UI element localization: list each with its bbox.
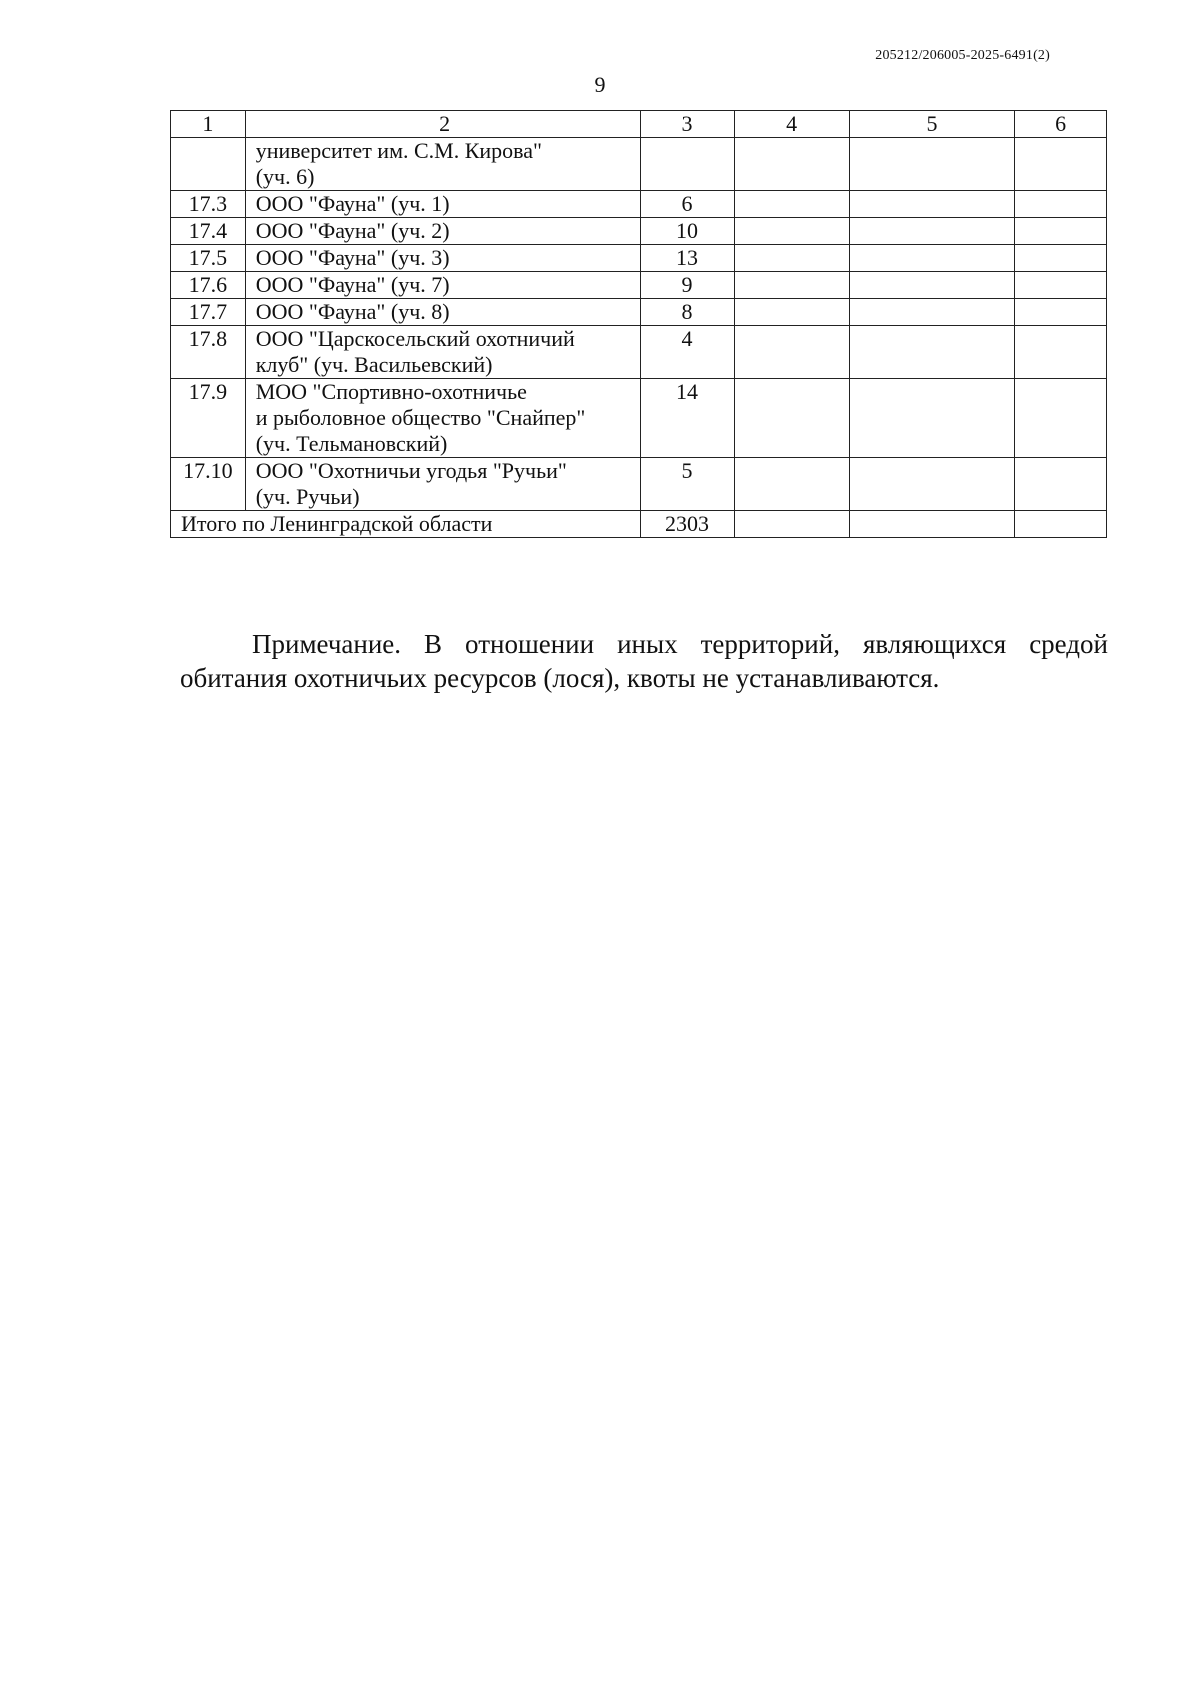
total-label: Итого по Ленинградской области xyxy=(171,511,641,538)
empty-cell xyxy=(734,326,849,379)
quota-value: 8 xyxy=(640,299,734,326)
empty-cell xyxy=(849,299,1014,326)
name-line: ООО "Царскосельский охотничий xyxy=(255,326,575,351)
quota-value xyxy=(640,138,734,191)
table-row xyxy=(171,138,1107,191)
empty-cell xyxy=(1015,272,1107,299)
page-number: 9 xyxy=(594,72,606,97)
row-number: 17.3 xyxy=(171,191,246,218)
total-row xyxy=(171,511,1107,538)
quota-value: 13 xyxy=(640,245,734,272)
empty-cell xyxy=(1015,138,1107,191)
name-line: (уч. 6) xyxy=(255,164,315,189)
quota-table xyxy=(170,110,1107,538)
empty-cell xyxy=(1015,379,1107,458)
quota-value: 10 xyxy=(640,218,734,245)
empty-cell xyxy=(734,511,849,538)
note-paragraph: Примечание. В отношении иных территорий, являющихся средой обитания охотничьих ресурсов (лося), квоты не устанавливаются. xyxy=(180,629,1108,693)
quota-value: 6 xyxy=(640,191,734,218)
table-header-row xyxy=(171,111,1107,138)
hunting-ground-name xyxy=(245,299,640,326)
hunting-ground-name xyxy=(245,458,640,511)
name-line: ООО "Фауна" (уч. 8) xyxy=(255,299,450,324)
empty-cell xyxy=(1015,458,1107,511)
table-row xyxy=(171,458,1107,511)
empty-cell xyxy=(1015,245,1107,272)
name-line: и рыболовное общество "Снайпер" xyxy=(255,405,586,430)
hunting-ground-name xyxy=(245,138,640,191)
quota-value: 4 xyxy=(640,326,734,379)
hunting-ground-name xyxy=(245,326,640,379)
name-line: ООО "Охотничьи угодья "Ручьи" xyxy=(255,458,567,483)
name-line: ООО "Фауна" (уч. 2) xyxy=(255,218,450,243)
empty-cell xyxy=(849,138,1014,191)
empty-cell xyxy=(849,245,1014,272)
empty-cell xyxy=(849,218,1014,245)
row-number: 17.4 xyxy=(171,218,246,245)
column-header: 3 xyxy=(640,111,734,138)
row-number: 17.8 xyxy=(171,326,246,379)
empty-cell xyxy=(849,458,1014,511)
empty-cell xyxy=(1015,218,1107,245)
row-number: 17.6 xyxy=(171,272,246,299)
table-row xyxy=(171,218,1107,245)
column-header: 6 xyxy=(1015,111,1107,138)
empty-cell xyxy=(734,218,849,245)
row-number xyxy=(171,138,246,191)
quota-value: 9 xyxy=(640,272,734,299)
row-number: 17.9 xyxy=(171,379,246,458)
name-line: клуб" (уч. Васильевский) xyxy=(255,352,493,377)
name-line: (уч. Тельмановский) xyxy=(255,431,448,456)
name-line: ООО "Фауна" (уч. 1) xyxy=(255,191,450,216)
name-line: ООО "Фауна" (уч. 7) xyxy=(255,272,450,297)
row-number: 17.10 xyxy=(171,458,246,511)
table-row xyxy=(171,245,1107,272)
empty-cell xyxy=(849,191,1014,218)
row-number: 17.7 xyxy=(171,299,246,326)
column-header: 1 xyxy=(171,111,246,138)
name-line: МОО "Спортивно-охотничье xyxy=(255,379,527,404)
table-row xyxy=(171,299,1107,326)
table-row xyxy=(171,379,1107,458)
table-row xyxy=(171,326,1107,379)
name-line: университет им. С.М. Кирова" xyxy=(255,138,543,163)
empty-cell xyxy=(1015,326,1107,379)
hunting-ground-name xyxy=(245,272,640,299)
name-line: (уч. Ручьи) xyxy=(255,484,360,509)
empty-cell xyxy=(1015,299,1107,326)
hunting-ground-name xyxy=(245,245,640,272)
empty-cell xyxy=(734,138,849,191)
hunting-ground-name xyxy=(245,379,640,458)
empty-cell xyxy=(1015,511,1107,538)
empty-cell xyxy=(734,272,849,299)
empty-cell xyxy=(849,379,1014,458)
name-line: ООО "Фауна" (уч. 3) xyxy=(255,245,450,270)
empty-cell xyxy=(849,272,1014,299)
empty-cell xyxy=(849,326,1014,379)
empty-cell xyxy=(734,458,849,511)
empty-cell xyxy=(734,191,849,218)
empty-cell xyxy=(734,299,849,326)
hunting-ground-name xyxy=(245,191,640,218)
column-header: 2 xyxy=(245,111,640,138)
row-number: 17.5 xyxy=(171,245,246,272)
empty-cell xyxy=(734,379,849,458)
document-id: 205212/206005-2025-6491(2) xyxy=(875,48,1050,63)
hunting-ground-name xyxy=(245,218,640,245)
total-quota: 2303 xyxy=(640,511,734,538)
empty-cell xyxy=(849,511,1014,538)
table-row xyxy=(171,272,1107,299)
column-header: 5 xyxy=(849,111,1014,138)
quota-value: 5 xyxy=(640,458,734,511)
quota-value: 14 xyxy=(640,379,734,458)
table-row xyxy=(171,191,1107,218)
empty-cell xyxy=(1015,191,1107,218)
empty-cell xyxy=(734,245,849,272)
column-header: 4 xyxy=(734,111,849,138)
